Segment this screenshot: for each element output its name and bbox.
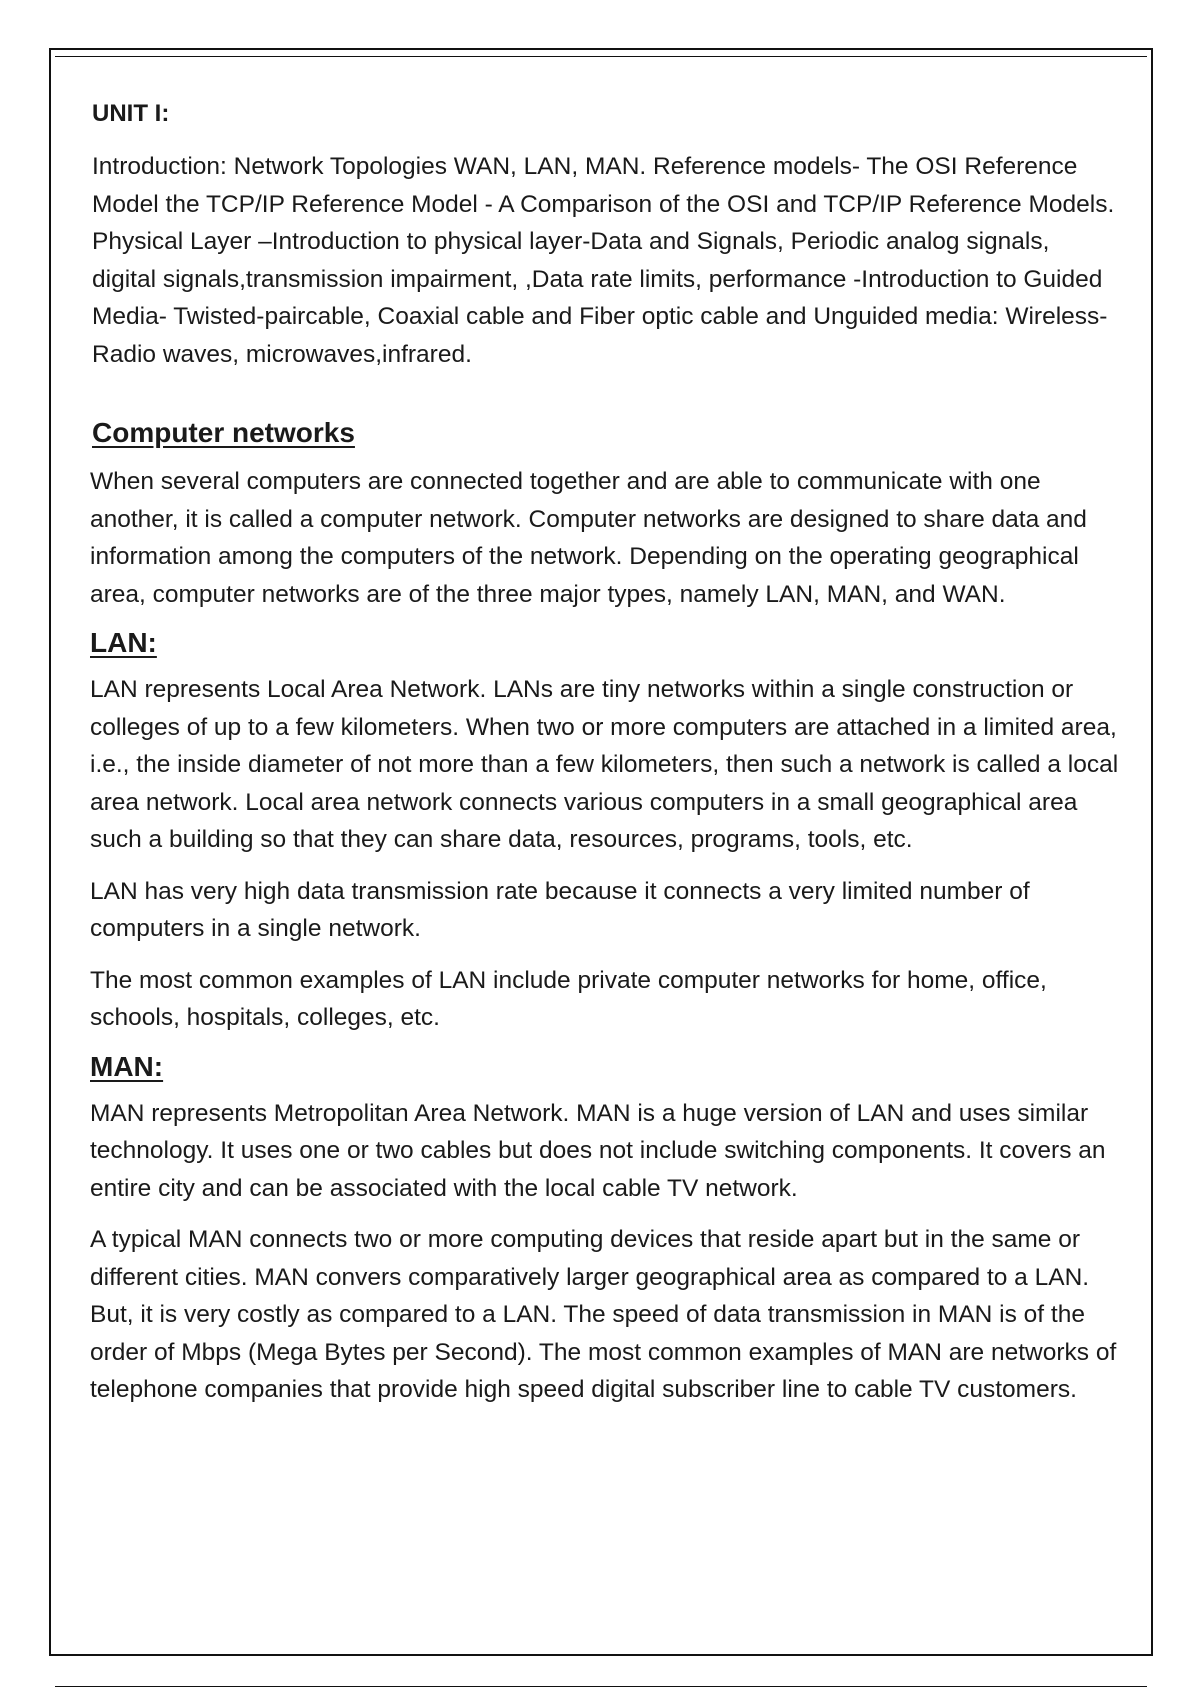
- lan-paragraph-3: The most common examples of LAN include private computer networks for home, office, schools, hospitals, colleges, etc.: [90, 966, 1047, 1031]
- lan-heading: LAN:: [90, 627, 157, 658]
- lan-paragraph-2: LAN has very high data transmission rate because it connects a very limited number of computers in a single network.: [90, 877, 1030, 942]
- unit-title: UNIT I:: [92, 100, 170, 127]
- man-heading: MAN:: [90, 1050, 164, 1082]
- footer-rule: [55, 1686, 1147, 1687]
- unit-intro-paragraph: Introduction: Network Topologies WAN, LAN, MAN. Reference models- The OSI Reference Model the TCP/IP Reference Model - A Comparison of the OSI and TCP/IP Reference Models. Physical Layer –Introduction to physical layer-Data and Signals, Periodic analog signals, digital signals,transmission impairment, ,Data rate limits, performance -Introduction to Guided Media- Twisted-paircable, Coaxial cable and Fiber optic cable and Unguided media: Wireless-Radio waves, microwaves,infrared.: [92, 153, 1115, 368]
- lan-paragraph-1: LAN represents Local Area Network. LANs are tiny networks within a single construction or colleges of up to a few kilometers. When two or more computers are attached in a limited area, i.e., the inside diameter of not more than a few kilometers, then such a network is called a local area network. Local area network connects various computers in a small geographical area such a building so that they can share data, resources, programs, tools, etc.: [90, 676, 1119, 853]
- computer-networks-paragraph: When several computers are connected together and are able to communicate with one another, it is called a computer network. Computer networks are designed to share data and information among the computers of the network. Depending on the operating geographical area, computer networks are of the three major types, namely LAN, MAN, and WAN.: [90, 468, 1087, 608]
- document-body: [90, 100, 1120, 1423]
- computer-networks-heading: Computer networks: [92, 417, 355, 448]
- man-paragraph-2: A typical MAN connects two or more computing devices that reside apart but in the same or different cities. MAN convers comparatively larger geographical area as compared to a LAN. But, it is very costly as compared to a LAN. The speed of data transmission in MAN is of the order of Mbps (Mega Bytes per Second). The most common examples of MAN are networks of telephone companies that provide high speed digital subscriber line to cable TV customers.: [90, 1226, 1117, 1403]
- man-paragraph-1: MAN represents Metropolitan Area Network. MAN is a huge version of LAN and uses similar technology. It uses one or two cables but does not include switching components. It covers an entire city and can be associated with the local cable TV network.: [90, 1099, 1106, 1202]
- page-border-top-rule: [55, 56, 1147, 57]
